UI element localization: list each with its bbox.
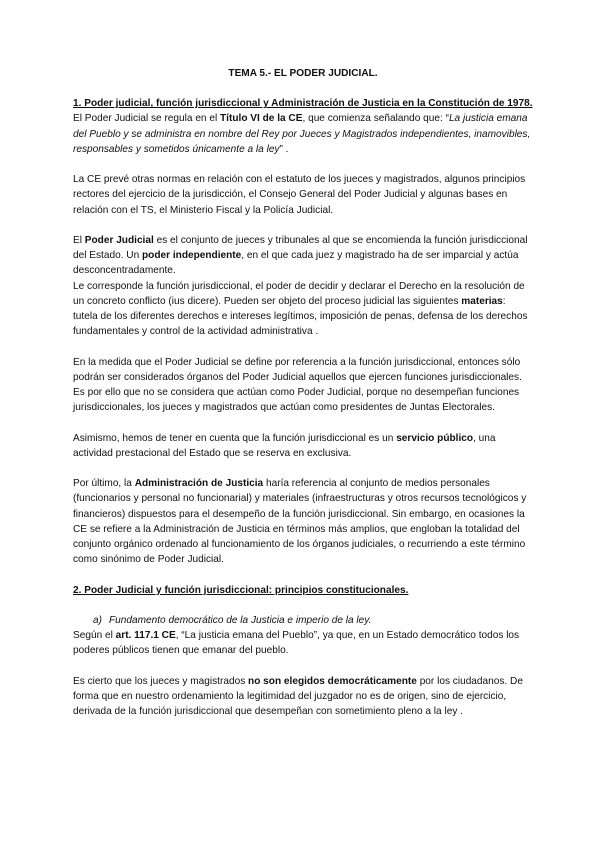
text-run: , “La justicia emana del Pueblo”, ya que, en un Estado democrático todos los poderes públicos tienen que emanar del pueblo. <box>73 630 520 657</box>
paragraph-poder-judicial <box>73 233 533 279</box>
subsection-a-heading <box>73 613 533 628</box>
text-run: : tutela de los diferentes derechos e intereses legítimos, imposición de penas, defensa de los derechos fundamentales y control de la actividad administrativa . <box>73 295 528 338</box>
paragraph-legitimidad <box>73 674 533 720</box>
paragraph-art-117 <box>73 628 533 658</box>
section-1-heading: 1. Poder judicial, función jurisdiccional y Administración de Justicia en la Constitución de 1978. <box>73 98 533 110</box>
paragraph-organos: En la medida que el Poder Judicial se define por referencia a la función jurisdiccional, entonces sólo podrán ser considerados órganos del Poder Judicial aquellos que ejercen funciones jurisdiccionales. Es por ello que no se considera que actúan como Poder Judicial, porque no desempeñan funciones jurisdiccionales, los jueces y magistrados que actúan como presidentes de Juntas Electorales. <box>73 356 522 414</box>
paragraph-otras-normas: La CE prevé otras normas en relación con el estatuto de los jueces y magistrados, algunos principios rectores del ejercicio de la jurisdicción, el Consejo General del Poder Judicial y algunas bases en relación con el TS, el Ministerio Fiscal y la Policía Judicial. <box>73 174 526 216</box>
bold-run: servicio público <box>396 432 474 444</box>
text-run: , que comienza señalando que: “ <box>302 113 449 125</box>
list-letter: a) <box>93 615 102 626</box>
text-run: , en el que cada juez y magistrado ha de ser imparcial y actúa desconcentradamente. <box>73 250 519 277</box>
text-run: por los ciudadanos. De forma que en nuestro ordenamiento la legitimidad del juzgador no es de origen, sino de ejercicio, derivada de la función jurisdiccional que desempeñan con sometimiento pleno a la ley . <box>73 675 523 718</box>
subsection-text: Fundamento democrático de la Justicia e imperio de la ley. <box>109 615 372 626</box>
bold-run: Poder Judicial <box>84 235 154 246</box>
italic-quote: La justicia emana del Pueblo y se administra en nombre del Rey por Jueces y Magistrados independientes, inamovibles, responsables y sometidos únicamente a la ley <box>73 113 531 155</box>
document-body <box>73 66 533 719</box>
text-run: , una actividad prestacional del Estado que se reserva en exclusiva. <box>73 432 496 459</box>
text-run: Le corresponde la función jurisdiccional, el poder de decidir y declarar el Derecho en la resolución de un concreto conflicto (ius dicere). Pueden ser objeto del proceso judicial las siguientes <box>73 280 525 307</box>
text-run: Asimismo, hemos de tener en cuenta que la función jurisdiccional es un <box>73 432 397 444</box>
bold-run: Administración de Justicia <box>134 478 264 490</box>
paragraph-titulo-vi <box>73 111 533 157</box>
paragraph-funcion-jurisdiccional <box>73 279 533 340</box>
bold-run: materias <box>461 295 503 307</box>
bold-run: Título VI de la CE <box>220 113 303 125</box>
text-run: El <box>73 235 85 246</box>
bold-run: poder independiente <box>142 250 242 262</box>
text-run: es el conjunto de jueces y tribunales al que se encomienda la función jurisdiccional del Estado. Un <box>73 235 528 262</box>
section-2-heading: 2. Poder Judicial y función jurisdiccional: principios constitucionales. <box>73 584 409 596</box>
text-run: ” . <box>279 143 289 155</box>
text-run: haría referencia al conjunto de medios personales (funcionarios y personal no funcionarial) y materiales (infraestructuras y otros recursos tecnológicos y financieros) dispuestos para el desempeño de la función jurisdiccional. Sin embargo, en ocasiones la CE se refiere a la Administración de Justicia en términos más amplios, que engloban la totalidad del conjunto orgánico ordenado al funcionamiento de los órganos judiciales, o recurriendo a este término como sinónimo de Poder Judicial. <box>73 478 527 566</box>
text-run: Es cierto que los jueces y magistrados <box>73 675 249 687</box>
text-run: Según el <box>73 630 116 642</box>
page-title: TEMA 5.- EL PODER JUDICIAL. <box>228 68 378 79</box>
bold-run: no son elegidos democráticamente <box>248 675 417 687</box>
text-run: Por último, la <box>73 478 135 490</box>
paragraph-administracion-justicia <box>73 476 533 567</box>
paragraph-servicio-publico <box>73 431 533 461</box>
text-run: El Poder Judicial se regula en el <box>73 113 221 125</box>
bold-run: art. 117.1 CE <box>115 630 176 642</box>
